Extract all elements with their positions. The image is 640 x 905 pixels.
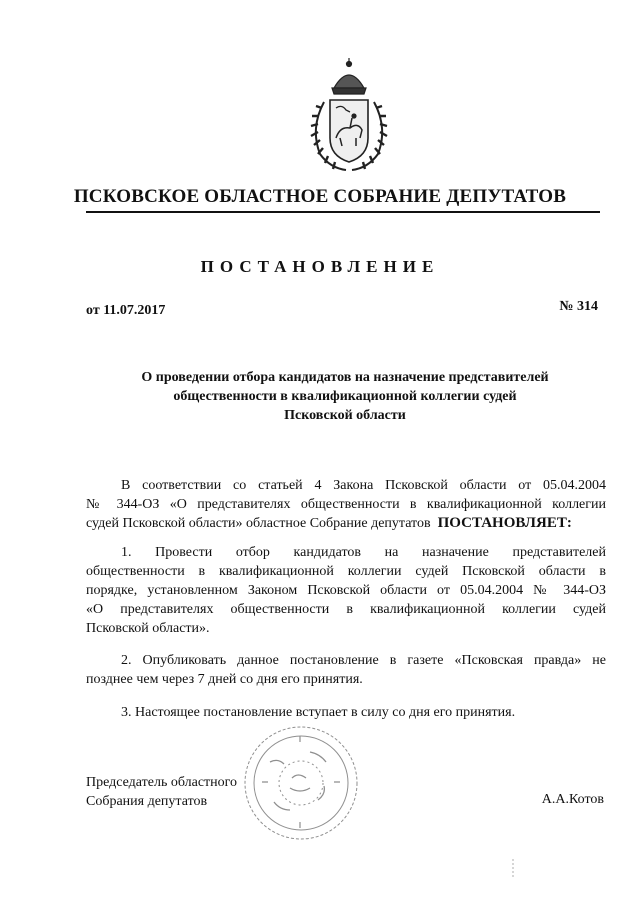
document-type-title: ПОСТАНОВЛЕНИЕ <box>200 257 440 276</box>
paragraph-line: 3. Настоящее постановление вступает в силу со дня его принятия. <box>121 705 516 720</box>
official-seal-icon <box>240 722 362 844</box>
signatory-position-line: Председатель областного <box>86 775 238 790</box>
paragraph-line: позднее чем через 7 дней со дня его принятия. <box>86 672 363 687</box>
paragraph-line: общественности в квалификационной коллегии судей Псковской области в <box>86 564 606 579</box>
decision-word: ПОСТАНОВЛЯЕТ: <box>437 515 572 531</box>
paragraph-line: порядке, установленном Законом Псковской области от 05.04.2004 № 344-ОЗ <box>86 583 606 598</box>
paragraph-line: Псковской области». <box>86 621 210 636</box>
signatory-position <box>86 773 237 811</box>
organization-title: ПСКОВСКОЕ ОБЛАСТНОЕ СОБРАНИЕ ДЕПУТАТОВ <box>73 186 567 207</box>
paragraph-line: В соответствии со статьей 4 Закона Псковской области от 05.04.2004 <box>121 478 606 493</box>
document-date: от 11.07.2017 <box>86 303 166 318</box>
signatory-position-line: Собрания депутатов <box>86 794 208 809</box>
paragraph-line: 2. Опубликовать данное постановление в газете «Псковская правда» не <box>121 653 606 668</box>
paragraph-line: 1. Провести отбор кандидатов на назначение представителей <box>121 545 606 560</box>
scan-mark <box>508 858 518 878</box>
item-2-paragraph <box>86 651 606 689</box>
coat-of-arms-icon <box>306 58 392 176</box>
document-number: № 314 <box>559 299 598 314</box>
header-divider <box>86 211 600 213</box>
paragraph-line: «О представителях общественности в квалификационной коллегии судей <box>86 602 606 617</box>
subject-line: Псковской области <box>284 408 406 423</box>
subject-line: общественности в квалификационной коллегии судей <box>173 389 517 404</box>
preamble-paragraph <box>86 476 606 533</box>
document-subject <box>95 368 595 425</box>
paragraph-line: № 344-ОЗ «О представителях общественности в квалификационной коллегии <box>86 497 606 512</box>
item-3-paragraph <box>86 703 606 722</box>
signatory-name: А.А.Котов <box>541 792 604 807</box>
item-1-paragraph <box>86 543 606 638</box>
subject-line: О проведении отбора кандидатов на назначение представителей <box>141 370 549 385</box>
preamble-text: судей Псковской области» областное Собрание депутатов <box>86 516 431 531</box>
paragraph-line <box>86 514 606 533</box>
